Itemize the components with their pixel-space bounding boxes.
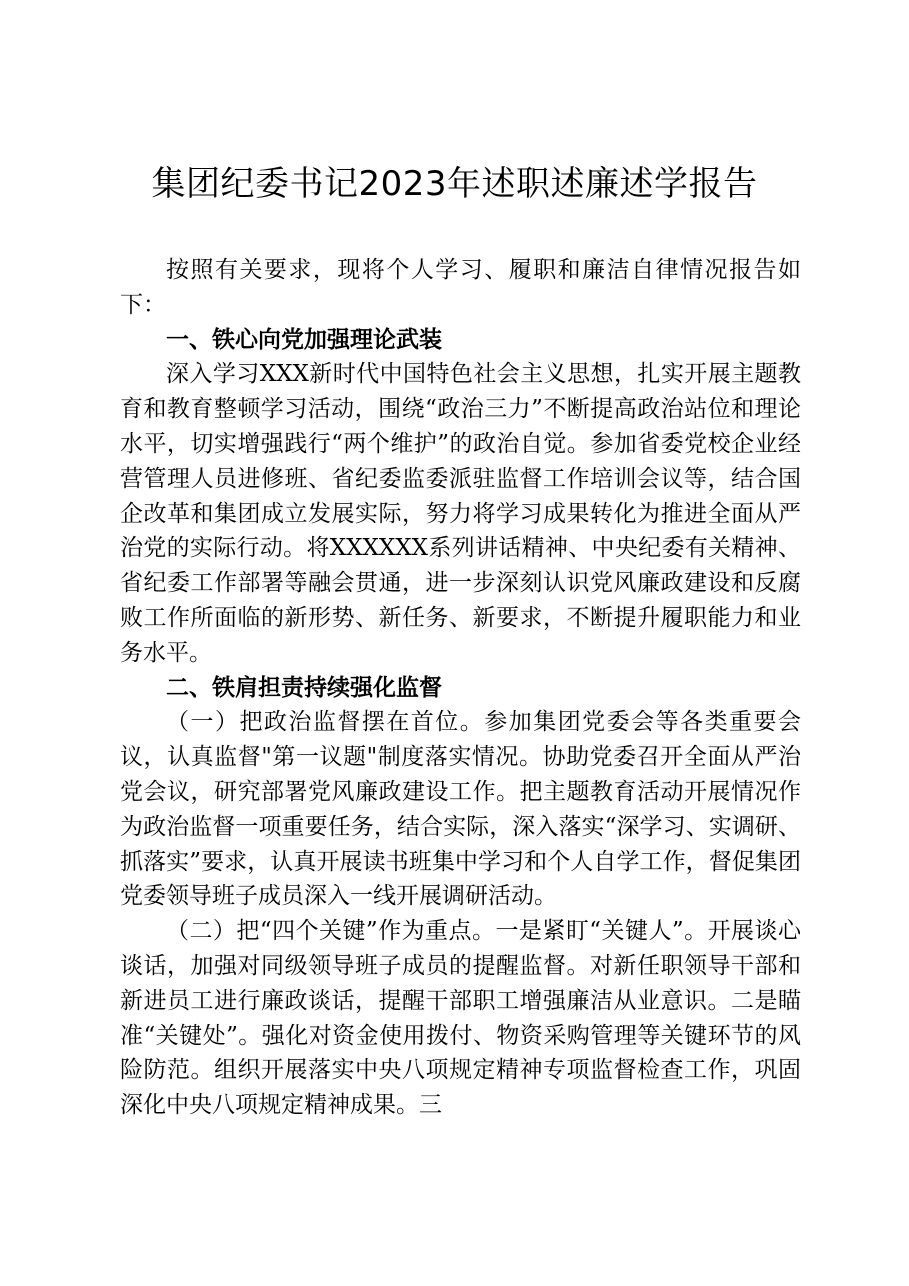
paragraph-text: 深入学习XXX新时代中国特色社会主义思想，扎实开展主题教育和教育整顿学习活动，围绕“政治三力”不断提高政治站位和理论水平，切实增强践行“两个维护”的政治自觉。参加省委党校企业经营管理人员进修班、省纪委监委派驻监督工作培训会议等，结合国企改革和集团成立发展实际，努力将学习成果转化为推进全面从严治党的实际行动。将XXXXXX系列讲话精神、中央纪委有关精神、省纪委工作部署等融会贯通，进一步深刻认识党风廉政建设和反腐败工作所面临的新形势、新任务、新要求，不断提升履职能力和业务水平。 (120, 361, 801, 666)
paragraph-lead: （一）把政治监督摆在首位。 (166, 709, 485, 736)
paragraph-text: 参加集团党委会等各类重要会议，认真监督"第一议题"制度落实情况。协助党委召开全面从严治党会议，研究部署党风廉政建设工作。把主题教育活动开展情况作为政治监督一项重要任务，结合实际，深入落实“深学习、实调研、抓落实”要求，认真开展读书班集中学习和个人自学工作，督促集团党委领导班子成员深入一线开展调研活动。 (120, 709, 802, 910)
document-title: 集团纪委书记2023年述职述廉述学报告 (151, 164, 758, 204)
paragraph-lead: （二）把“四个关键”作为重点。 (166, 918, 496, 945)
intro-paragraph: 按照有关要求，现将个人学习、履职和廉洁自律情况报告如下： (120, 257, 801, 318)
section-1-paragraph-1 (120, 357, 801, 670)
paragraph-text: 一是紧盯“关键人”。开展谈心谈话，加强对同级领导班子成员的提醒监督。对新任职领导干部和新进员工进行廉政谈话，提醒干部职工增强廉洁从业意识。二是瞄准“关键处”。强化对资金使用拨付、物资采购管理等关键环节的风险防范。组织开展落实中央八项规定精神专项监督检查工作，巩固深化中央八项规定精神成果。三 (120, 918, 801, 1119)
section-2-paragraph-2 (120, 914, 801, 1123)
document-body (120, 253, 801, 1123)
section-2-paragraph-1 (120, 705, 801, 914)
section-heading-1: 一、铁心向党加强理论武装 (166, 326, 442, 353)
section-heading-2: 二、铁肩担责持续强化监督 (166, 674, 442, 701)
